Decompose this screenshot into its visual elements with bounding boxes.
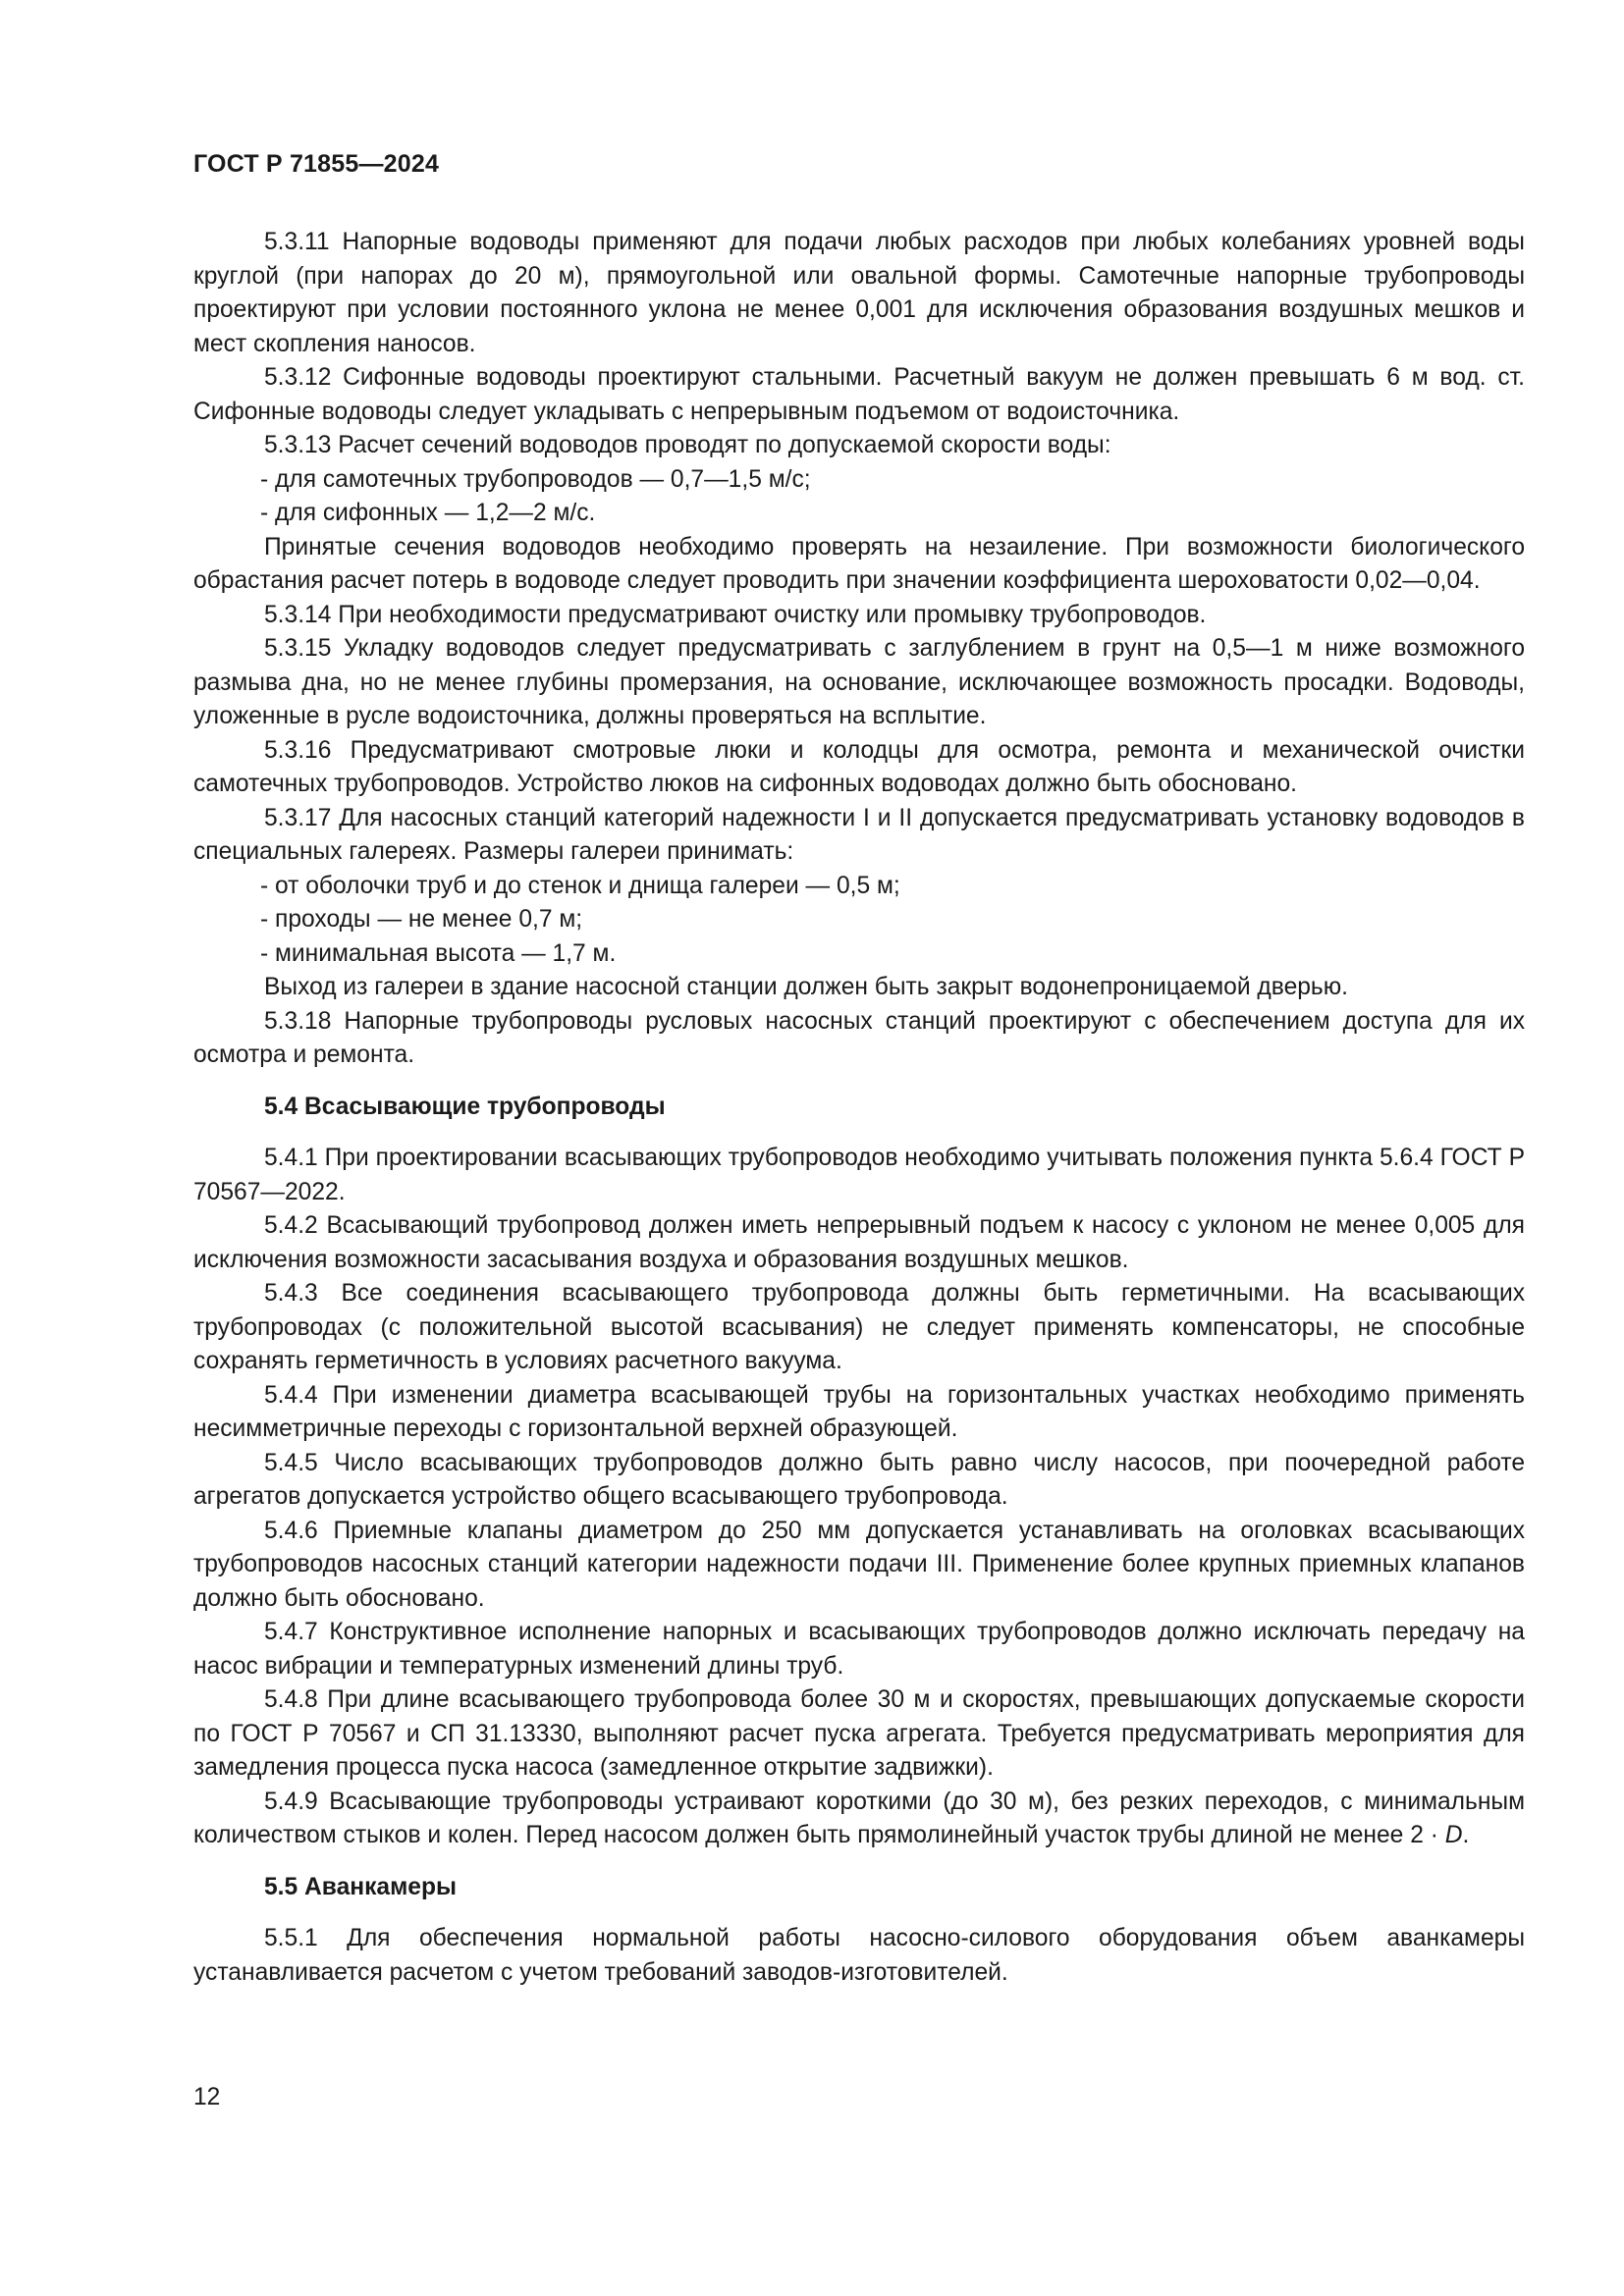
section-5-4 <box>193 1142 1525 1853</box>
list-item: - проходы — не менее 0,7 м; <box>260 906 583 933</box>
paragraph: Выход из галереи в здание насосной станции должен быть закрыт водонепроницаемой дверью. <box>264 974 1349 1000</box>
paragraph: 5.4.5 Число всасывающих трубопроводов должно быть равно числу насосов, при поочередной работе агрегатов допускается устройство общего всасывающего трубопровода. <box>193 1449 1525 1510</box>
section-heading-5-4: 5.4 Всасывающие трубопроводы <box>264 1093 666 1120</box>
page-number: 12 <box>193 2084 221 2110</box>
variable-d: D <box>1444 1822 1463 1848</box>
paragraph: Принятые сечения водоводов необходимо проверять на незаиление. При возможности биологического обрастания расчет потерь в водоводе следует проводить при значении коэффициента шероховатости 0,02—0,04. <box>193 533 1525 594</box>
paragraph: 5.5.1 Для обеспечения нормальной работы насосно-силового оборудования объем аванкамеры устанавливается расчетом с учетом требований заводов-изготовителей. <box>193 1925 1525 1986</box>
list-item: - минимальная высота — 1,7 м. <box>260 939 617 967</box>
paragraph: 5.4.3 Все соединения всасывающего трубопровода должны быть герметичными. На всасывающих трубопроводах (с положительной высотой всасывания) не следует применять компенсаторы, не способные сохранять герметичность в условиях расчетного вакуума. <box>193 1280 1525 1374</box>
paragraph: 5.4.7 Конструктивное исполнение напорных и всасывающих трубопроводов должно исключать передачу на насос вибрации и температурных изменений длины труб. <box>193 1619 1525 1680</box>
section-heading-5-5: 5.5 Аванкамеры <box>264 1873 457 1900</box>
paragraph: 5.3.15 Укладку водоводов следует предусматривать с заглублением в грунт на 0,5—1 м ниже возможного размыва дна, но не менее глубины промерзания, на основание, исключающее возможность просадки. Водоводы, уложенные в русле водоисточника, должны проверяться на всплытие. <box>193 635 1525 729</box>
document-body <box>193 226 1525 1990</box>
paragraph: 5.3.13 Расчет сечений водоводов проводят по допускаемой скорости воды: <box>264 432 1111 458</box>
paragraph: 5.4.6 Приемные клапаны диаметром до 250 мм допускается устанавливать на оголовках всасывающих трубопроводов насосных станций категории надежности подачи III. Применение более крупных приемных клапанов должно быть обосновано. <box>193 1517 1525 1612</box>
paragraph: 5.4.4 При изменении диаметра всасывающей трубы на горизонтальных участках необходимо применять несимметричные переходы с горизонтальной верхней образующей. <box>193 1381 1525 1442</box>
paragraph: 5.3.11 Напорные водоводы применяют для подачи любых расходов при любых колебаниях уровней воды круглой (при напорах до 20 м), прямоугольной или овальной формы. Самотечные напорные трубопроводы проектируют при условии постоянного уклона не менее 0,001 для исключения образования воздушных мешков и мест скопления наносов. <box>193 229 1525 357</box>
paragraph-end: . <box>1462 1822 1470 1848</box>
section-5-5 <box>193 1922 1525 1990</box>
paragraph: 5.4.8 При длине всасывающего трубопровода более 30 м и скоростях, превышающих допускаемые скорости по ГОСТ Р 70567 и СП 31.13330, выполняют расчет пуска агрегата. Требуется предусматривать мероприятия для замедления процесса пуска насоса (замедленное открытие задвижки). <box>193 1686 1525 1781</box>
list-item: - для самотечных трубопроводов — 0,7—1,5 м/с; <box>260 465 811 493</box>
paragraph: 5.3.14 При необходимости предусматривают очистку или промывку трубопроводов. <box>264 601 1207 628</box>
list-item: - для сифонных — 1,2—2 м/с. <box>260 500 596 526</box>
paragraph: 5.4.2 Всасывающий трубопровод должен иметь непрерывный подъем к насосу с уклоном не менее 0,005 для исключения возможности засасывания воздуха и образования воздушных мешков. <box>193 1212 1525 1273</box>
paragraph-text: 5.4.9 Всасывающие трубопроводы устраивают короткими (до 30 м), без резких переходов, с минимальным количеством стыков и колен. Перед насосом должен быть прямолинейный участок трубы длиной не менее 2 · <box>193 1788 1525 1848</box>
list-item: - от оболочки труб и до стенок и днища галереи — 0,5 м; <box>260 872 900 899</box>
paragraph: 5.3.12 Сифонные водоводы проектируют стальными. Расчетный вакуум не должен превышать 6 м вод. ст. Сифонные водоводы следует укладывать с непрерывным подъемом от водоисточника. <box>193 364 1525 425</box>
paragraph: 5.4.1 При проектировании всасывающих трубопроводов необходимо учитывать положения пункта 5.6.4 ГОСТ Р 70567—2022. <box>193 1145 1525 1205</box>
paragraph: 5.3.16 Предусматривают смотровые люки и колодцы для осмотра, ремонта и механической очистки самотечных трубопроводов. Устройство люков на сифонных водоводах должно быть обосновано. <box>193 736 1525 797</box>
paragraph: 5.3.17 Для насосных станций категорий надежности I и II допускается предусматривать установку водоводов в специальных галереях. Размеры галереи принимать: <box>193 804 1525 865</box>
paragraph-5-4-9 <box>193 1786 1525 1853</box>
document-header: ГОСТ Р 71855—2024 <box>193 150 440 178</box>
section-5-3 <box>193 226 1525 1073</box>
paragraph: 5.3.18 Напорные трубопроводы русловых насосных станций проектируют с обеспечением доступа для их осмотра и ремонта. <box>193 1007 1525 1068</box>
